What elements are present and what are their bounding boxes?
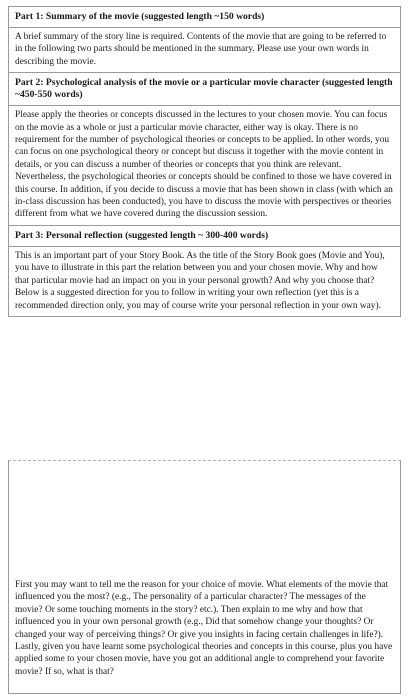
continuation-body: First you may want to tell me the reason for your choice of movie. What elements of the movie that influenced you the most? (e.g., The personality of a particular character? The messages of the movie? Or some touching moments in the story? etc.). Then explain to me why and how that influenced you in your own personal growth (e.g., Did that somehow change your thoughts? Or changed your way of perceiving things? Or give you insights in facing certain challenges in life?). Lastly, given you have learnt some psychological theories and concepts in this course, plus you have applied some to your chosen movie, have you got an additional angle to comprehend your favorite movie? If so, what is that? [15, 580, 393, 677]
part1-heading: Part 1: Summary of the movie (suggested length ~150 words) [9, 7, 400, 28]
assignment-table [8, 6, 401, 317]
continuation-cell [8, 569, 401, 694]
part1-body: A brief summary of the story line is required. Contents of the movie that are going to be referred to in the following two parts should be mentioned in the summary. Please use your own words in describing the movie. [9, 28, 400, 73]
part3-heading: Part 3: Personal reflection (suggested length ~ 300-400 words) [9, 226, 400, 247]
page-break-gap [8, 460, 401, 569]
part2-heading: Part 2: Psychological analysis of the movie or a particular movie character (suggested length ~450-550 words) [9, 73, 400, 106]
part2-body: Please apply the theories or concepts discussed in the lectures to your chosen movie. You can focus on the movie as a whole or just a particular movie character, either way is okay. There is no requirement for the number of psychological theories or concepts to be applied. In other words, you can focus on one psychological theory or concept but discuss it together with the movie content in details, or you can discuss a number of theories or concepts that you think are relevant. Nevertheless, the psychological theories or concepts should be confined to those we have covered in this course. In addition, if you decide to discuss a movie that has been shown in class (with which an in-class discussion has been conducted), you have to discuss the movie with perspectives or theories different from what we have covered during the discussion session. [9, 106, 400, 226]
part3-body: This is an important part of your Story Book. As the title of the Story Book goes (Movie and You), you have to illustrate in this part the relation between you and your chosen movie. Why and how that particular movie had an impact on you in your personal growth? And why you choose that? Below is a suggested direction for you to follow in writing your own reflection (yet this is a recommended direction only, you may of course write your personal reflection in your own way). [15, 250, 385, 311]
